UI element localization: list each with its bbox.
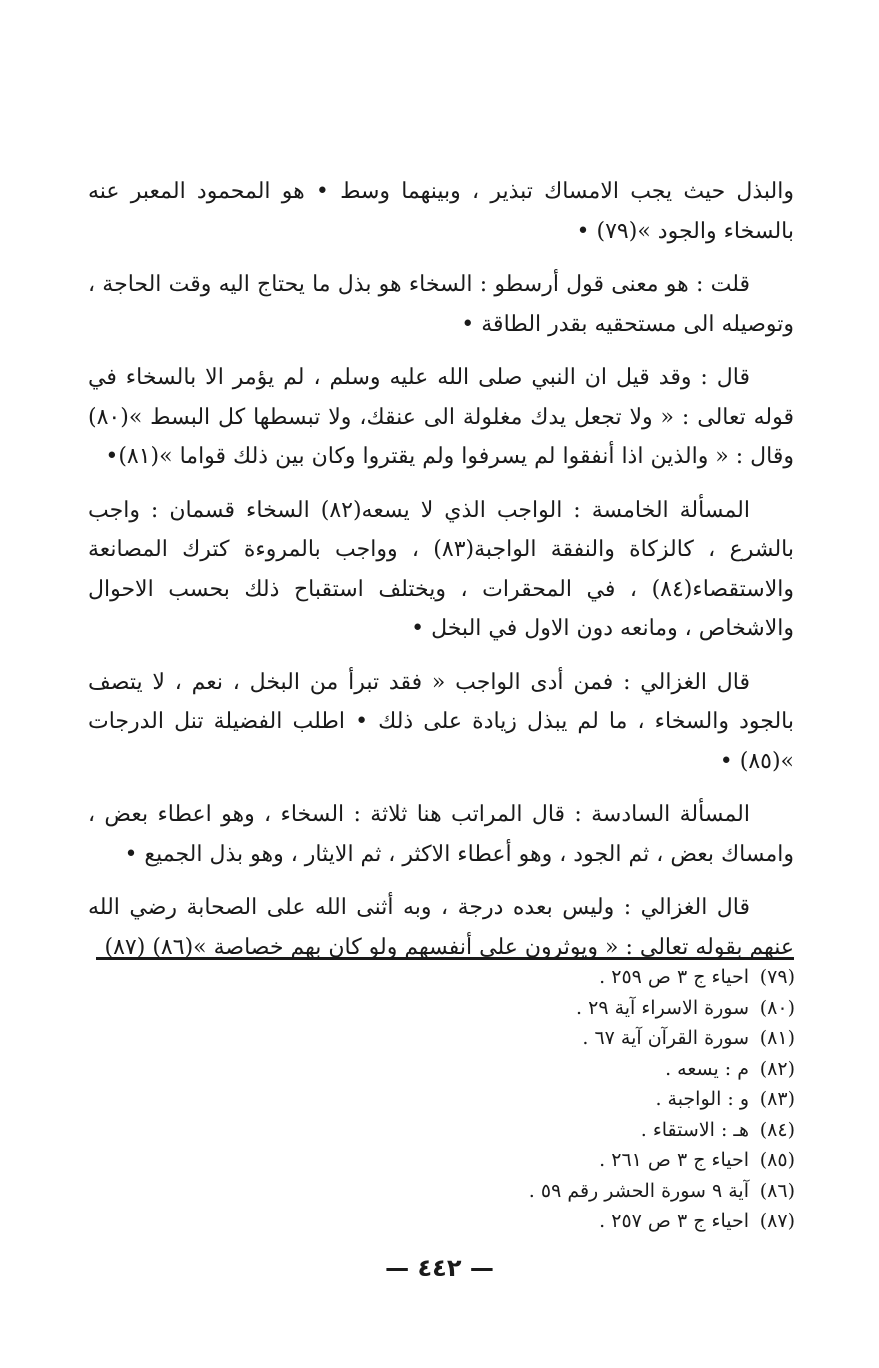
page-number: — ٤٤٢ — — [385, 1254, 494, 1282]
footnote-number: (٨٦) — [759, 1179, 795, 1202]
footnote — [375, 1023, 795, 1054]
footnote-text: احياء ج ٣ ص ٢٥٩ . — [599, 966, 749, 988]
main-text — [88, 172, 794, 981]
paragraph: قلت : هو معنى قول أرسطو : السخاء هو بذل ما يحتاج اليه وقت الحاجة ، وتوصيله الى مستحقيه بقدر الطاقة • — [88, 272, 794, 337]
footnote-text: احياء ج ٣ ص ٢٥٧ . — [599, 1210, 749, 1232]
footnote — [375, 962, 795, 993]
footnote-number: (٨١) — [759, 1027, 795, 1049]
footnote — [375, 993, 795, 1024]
footnote-number: (٨٤) — [759, 1118, 795, 1141]
footnote-text: سورة الاسراء آية ٢٩ . — [576, 996, 749, 1019]
paragraph: قال الغزالي : وليس بعده درجة ، وبه أثنى الله على الصحابة رضي الله عنهم بقوله تعالى : « ويوثرون على أنفسهم ولو كان بهم خصاصة »(٨٦) (٨٧) — [88, 895, 794, 960]
footnote — [375, 1084, 795, 1115]
footnote — [375, 1176, 795, 1207]
paragraph: قال : وقد قيل ان النبي صلى الله عليه وسلم ، لم يؤمر الا بالسخاء في قوله تعالى : « ولا تجعل يدك مغلولة الى عنقك، ولا تبسطها كل البسط »(٨٠) وقال : « والذين اذا أنفقوا لم يسرفوا ولم يقتروا وكان بين ذلك قواما »(٨١)• — [88, 365, 795, 469]
paragraph: المسألة الخامسة : الواجب الذي لا يسعه(٨٢) السخاء قسمان : واجب بالشرع ، كالزكاة والنفقة الواجبة(٨٣) ، وواجب بالمروءة كترك المصانعة والاستقصاء(٨٤) ، في المحقرات ، ويختلف استقباح ذلك بحسب الاحوال والاشخاص ، ومانعه دون الاول في البخل • — [88, 497, 795, 641]
footnote-text: سورة القرآن آية ٦٧ . — [582, 1027, 749, 1049]
footnotes — [375, 962, 795, 1237]
footnote — [375, 1206, 795, 1237]
footnote-text: م : يسعه . — [665, 1057, 749, 1080]
footnote-text: هـ : الاستقاء . — [640, 1118, 749, 1141]
footnote-number: (٨٢) — [759, 1057, 795, 1080]
paragraph: المسألة السادسة : قال المراتب هنا ثلاثة : السخاء ، وهو اعطاء بعض ، وامساك بعض ، ثم الجود ، وهو أعطاء الاكثر ، ثم الايثار ، وهو بذل الجميع • — [88, 802, 794, 867]
footnote — [375, 1115, 795, 1146]
footnote-text: احياء ج ٣ ص ٢٦١ . — [599, 1149, 749, 1171]
footnote-number: (٧٩) — [759, 966, 795, 988]
footnote-text: آية ٩ سورة الحشر رقم ٥٩ . — [528, 1179, 749, 1202]
paragraph: والبذل حيث يجب الامساك تبذير ، وبينهما وسط • هو المحمود المعبر عنه بالسخاء والجود »(٧٩) • — [88, 179, 794, 244]
paragraph: قال الغزالي : فمن أدى الواجب « فقد تبرأ من البخل ، نعم ، لا يتصف بالجود والسخاء ، ما لم يبذل زيادة على ذلك • اطلب الفضيلة تنل الدرجات »(٨٥) • — [88, 669, 794, 774]
footnote — [375, 1054, 795, 1085]
footnote-number: (٨٣) — [759, 1088, 795, 1110]
footnote-number: (٨٧) — [759, 1210, 795, 1232]
footnote-number: (٨٠) — [759, 996, 795, 1019]
footnote-text: و : الواجبة . — [655, 1088, 749, 1110]
footnote-number: (٨٥) — [759, 1149, 795, 1171]
footnote — [375, 1145, 795, 1176]
footnote-divider — [96, 957, 794, 960]
